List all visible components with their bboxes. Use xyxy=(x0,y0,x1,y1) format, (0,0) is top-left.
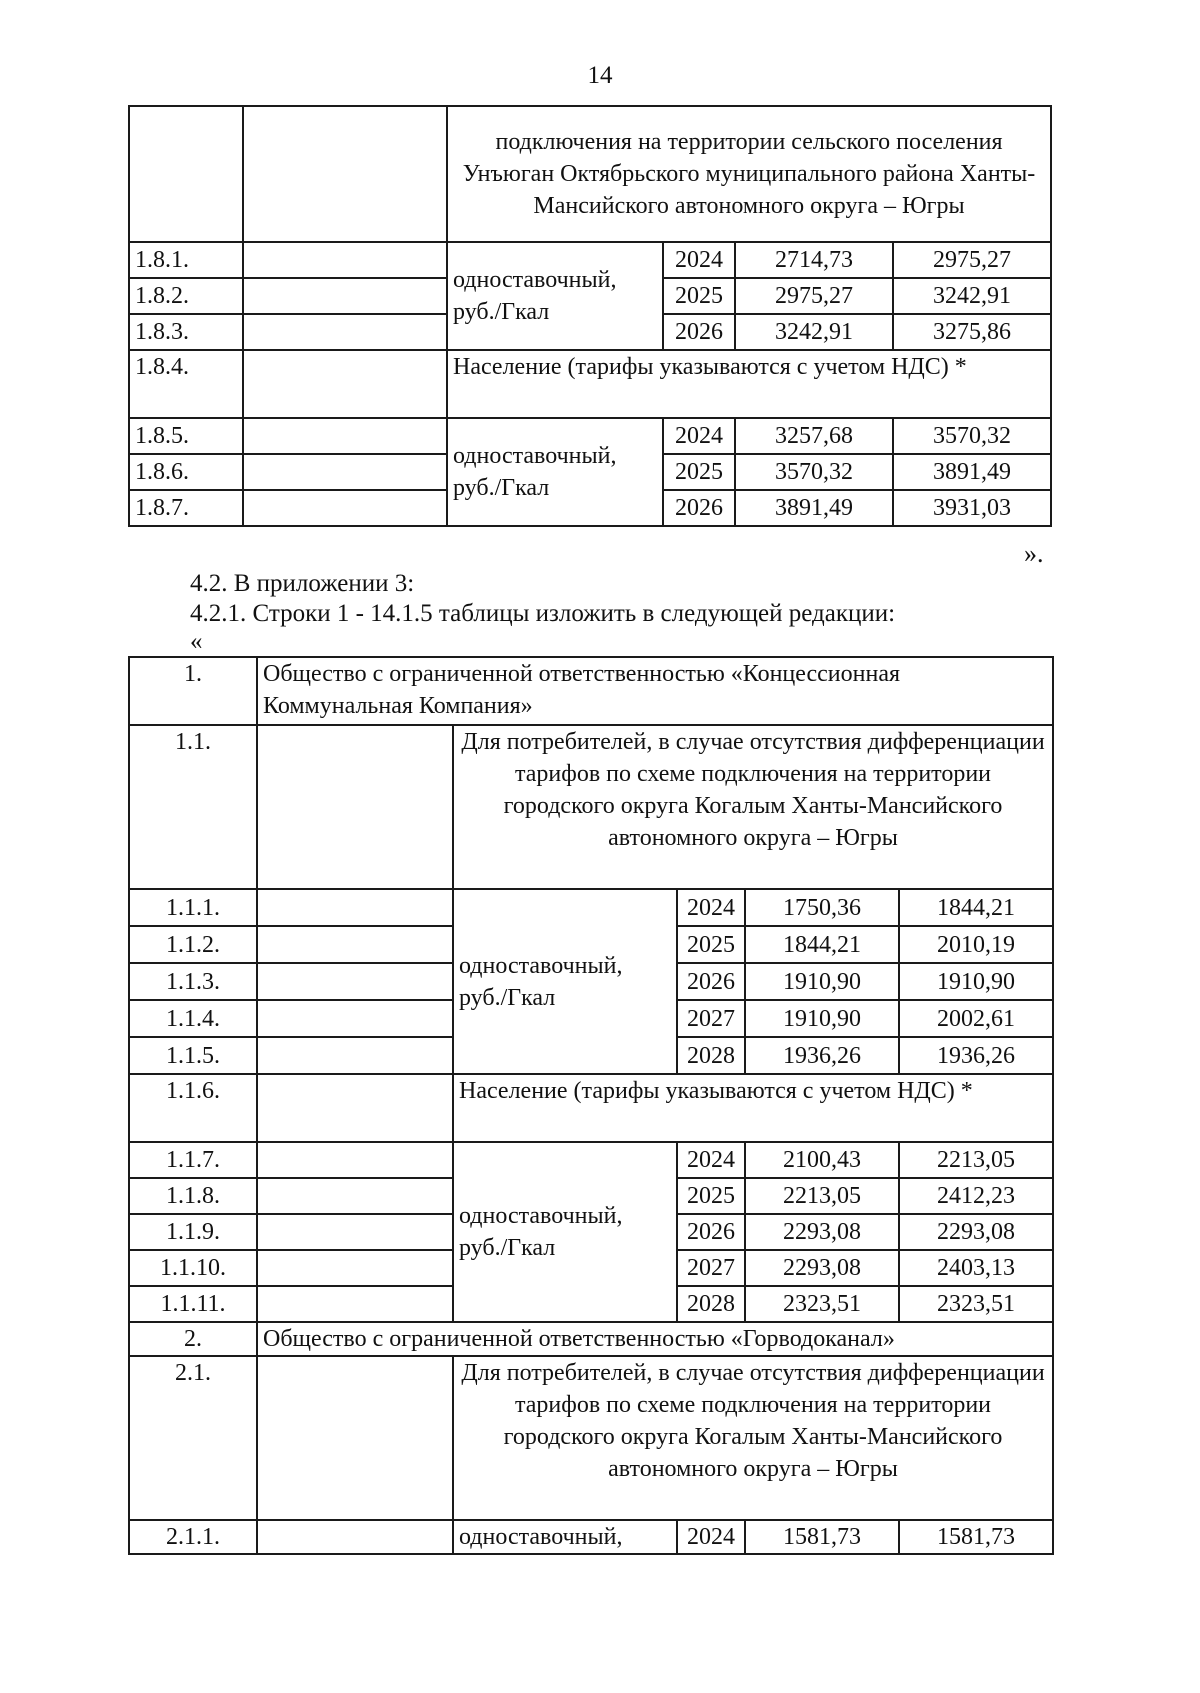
empty-cell xyxy=(257,1037,453,1074)
tariff-value-cell: 2213,05 xyxy=(899,1142,1053,1178)
row-id-cell: 1.8.3. xyxy=(129,314,243,350)
table-row xyxy=(129,1142,1053,1178)
table-row xyxy=(129,1322,1053,1356)
tariff-value-cell: 1910,90 xyxy=(745,963,899,1000)
table-row xyxy=(129,1520,1053,1554)
tariff-value-cell: 1910,90 xyxy=(745,1000,899,1037)
year-cell: 2025 xyxy=(677,926,745,963)
tariff-value-cell: 2293,08 xyxy=(745,1250,899,1286)
row-id-cell: 1.8.5. xyxy=(129,418,243,454)
empty-cell xyxy=(257,1356,453,1520)
population-header: Население (тарифы указываются с учетом НДС) * xyxy=(453,1074,1053,1142)
row-id-cell: 2. xyxy=(129,1322,257,1356)
empty-cell xyxy=(257,1520,453,1554)
empty-cell xyxy=(243,454,447,490)
empty-cell xyxy=(257,1214,453,1250)
tariff-value-cell: 1936,26 xyxy=(899,1037,1053,1074)
row-id-cell: 1.1.6. xyxy=(129,1074,257,1142)
tariff-value-cell: 2412,23 xyxy=(899,1178,1053,1214)
tariff-value-cell: 3570,32 xyxy=(893,418,1051,454)
row-id-cell: 2.1.1. xyxy=(129,1520,257,1554)
row-id-cell: 1.8.7. xyxy=(129,490,243,526)
tariff-value-cell: 3891,49 xyxy=(893,454,1051,490)
year-cell: 2027 xyxy=(677,1000,745,1037)
rate-type-cell: одноставочный, руб./Гкал xyxy=(453,1142,677,1322)
company-name: Общество с ограниченной ответственностью «Концессионная Коммунальная Компания» xyxy=(257,657,1053,725)
empty-cell xyxy=(243,314,447,350)
row-id-cell: 1. xyxy=(129,657,257,725)
tariff-value-cell: 2010,19 xyxy=(899,926,1053,963)
year-cell: 2026 xyxy=(663,490,735,526)
empty-cell xyxy=(257,1250,453,1286)
year-cell: 2028 xyxy=(677,1037,745,1074)
empty-cell xyxy=(243,490,447,526)
tariff-value-cell: 3891,49 xyxy=(735,490,893,526)
tariff-value-cell: 2323,51 xyxy=(899,1286,1053,1322)
tariff-value-cell: 3242,91 xyxy=(735,314,893,350)
tariff-value-cell: 2323,51 xyxy=(745,1286,899,1322)
tariff-value-cell: 2293,08 xyxy=(745,1214,899,1250)
row-id-cell: 1.1.8. xyxy=(129,1178,257,1214)
row-id-cell: 1.1.2. xyxy=(129,926,257,963)
row-id-cell: 1.1.7. xyxy=(129,1142,257,1178)
year-cell: 2028 xyxy=(677,1286,745,1322)
year-cell: 2024 xyxy=(677,889,745,926)
tariff-table-appendix-3 xyxy=(128,656,1054,1555)
empty-cell xyxy=(257,963,453,1000)
empty-cell xyxy=(257,1074,453,1142)
table-row xyxy=(129,1356,1053,1520)
row-id-cell: 2.1. xyxy=(129,1356,257,1520)
empty-cell xyxy=(257,1000,453,1037)
tariff-value-cell: 1581,73 xyxy=(745,1520,899,1554)
consumer-group-header: подключения на территории сельского поселения Унъюган Октябрьского муниципального района Ханты-Мансийского автономного округа – Югры xyxy=(447,106,1051,242)
tariff-value-cell: 2403,13 xyxy=(899,1250,1053,1286)
empty-cell xyxy=(243,350,447,418)
empty-cell xyxy=(257,1142,453,1178)
rate-type-cell: одноставочный, руб./Гкал xyxy=(447,242,663,350)
tariff-value-cell: 1844,21 xyxy=(899,889,1053,926)
tariff-value-cell: 3275,86 xyxy=(893,314,1051,350)
rate-type-cell: одноставочный, руб./Гкал xyxy=(447,418,663,526)
row-id-cell: 1.1.5. xyxy=(129,1037,257,1074)
empty-cell xyxy=(257,889,453,926)
consumer-group-header: Для потребителей, в случае отсутствия дифференциации тарифов по схеме подключения на территории городского округа Когалым Ханты-Мансийского автономного округа – Югры xyxy=(453,725,1053,889)
row-id-cell: 1.8.1. xyxy=(129,242,243,278)
year-cell: 2025 xyxy=(663,454,735,490)
empty-cell xyxy=(243,418,447,454)
empty-cell xyxy=(243,242,447,278)
tariff-value-cell: 1936,26 xyxy=(745,1037,899,1074)
empty-cell xyxy=(257,926,453,963)
table-row xyxy=(129,242,1051,278)
row-id-cell: 1.8.2. xyxy=(129,278,243,314)
row-id-cell: 1.1.11. xyxy=(129,1286,257,1322)
year-cell: 2025 xyxy=(677,1178,745,1214)
population-header: Население (тарифы указываются с учетом НДС) * xyxy=(447,350,1051,418)
year-cell: 2024 xyxy=(677,1142,745,1178)
consumer-group-header: Для потребителей, в случае отсутствия дифференциации тарифов по схеме подключения на территории городского округа Когалым Ханты-Мансийского автономного округа – Югры xyxy=(453,1356,1053,1520)
tariff-value-cell: 3242,91 xyxy=(893,278,1051,314)
tariff-value-cell: 1750,36 xyxy=(745,889,899,926)
rate-type-cell: одноставочный, xyxy=(453,1520,677,1554)
year-cell: 2024 xyxy=(663,242,735,278)
year-cell: 2026 xyxy=(663,314,735,350)
table-row xyxy=(129,350,1051,418)
table-row xyxy=(129,657,1053,725)
table-row xyxy=(129,106,1051,242)
tariff-value-cell: 3257,68 xyxy=(735,418,893,454)
row-id-cell: 1.8.6. xyxy=(129,454,243,490)
row-id-cell: 1.1.1. xyxy=(129,889,257,926)
row-id-cell xyxy=(129,106,243,242)
year-cell: 2026 xyxy=(677,1214,745,1250)
company-name: Общество с ограниченной ответственностью «Горводоканал» xyxy=(257,1322,1053,1356)
tariff-value-cell: 2975,27 xyxy=(735,278,893,314)
rate-type-cell: одноставочный, руб./Гкал xyxy=(453,889,677,1074)
row-id-cell: 1.8.4. xyxy=(129,350,243,418)
table-row xyxy=(129,1074,1053,1142)
tariff-value-cell: 2714,73 xyxy=(735,242,893,278)
row-id-cell: 1.1. xyxy=(129,725,257,889)
empty-cell xyxy=(257,1286,453,1322)
row-id-cell: 1.1.3. xyxy=(129,963,257,1000)
tariff-value-cell: 2213,05 xyxy=(745,1178,899,1214)
empty-cell xyxy=(257,1178,453,1214)
tariff-value-cell: 2975,27 xyxy=(893,242,1051,278)
closing-quote: ». xyxy=(1024,539,1044,568)
tariff-value-cell: 2293,08 xyxy=(899,1214,1053,1250)
empty-cell xyxy=(243,106,447,242)
page-number: 14 xyxy=(587,62,613,89)
row-id-cell: 1.1.9. xyxy=(129,1214,257,1250)
tariff-value-cell: 3570,32 xyxy=(735,454,893,490)
tariff-value-cell: 3931,03 xyxy=(893,490,1051,526)
empty-cell xyxy=(243,278,447,314)
tariff-value-cell: 2100,43 xyxy=(745,1142,899,1178)
tariff-value-cell: 1910,90 xyxy=(899,963,1053,1000)
empty-cell xyxy=(257,725,453,889)
year-cell: 2024 xyxy=(663,418,735,454)
tariff-value-cell: 1581,73 xyxy=(899,1520,1053,1554)
paragraph-4-2-1: 4.2.1. Строки 1 - 14.1.5 таблицы изложить в следующей редакции: xyxy=(190,600,896,627)
table-row xyxy=(129,889,1053,926)
year-cell: 2026 xyxy=(677,963,745,1000)
tariff-value-cell: 2002,61 xyxy=(899,1000,1053,1037)
opening-quote: « xyxy=(190,628,203,655)
paragraph-4-2: 4.2. В приложении 3: xyxy=(190,570,415,597)
year-cell: 2024 xyxy=(677,1520,745,1554)
table-row xyxy=(129,725,1053,889)
table-row xyxy=(129,418,1051,454)
row-id-cell: 1.1.4. xyxy=(129,1000,257,1037)
tariff-value-cell: 1844,21 xyxy=(745,926,899,963)
year-cell: 2025 xyxy=(663,278,735,314)
row-id-cell: 1.1.10. xyxy=(129,1250,257,1286)
year-cell: 2027 xyxy=(677,1250,745,1286)
tariff-table-continued xyxy=(128,105,1052,527)
